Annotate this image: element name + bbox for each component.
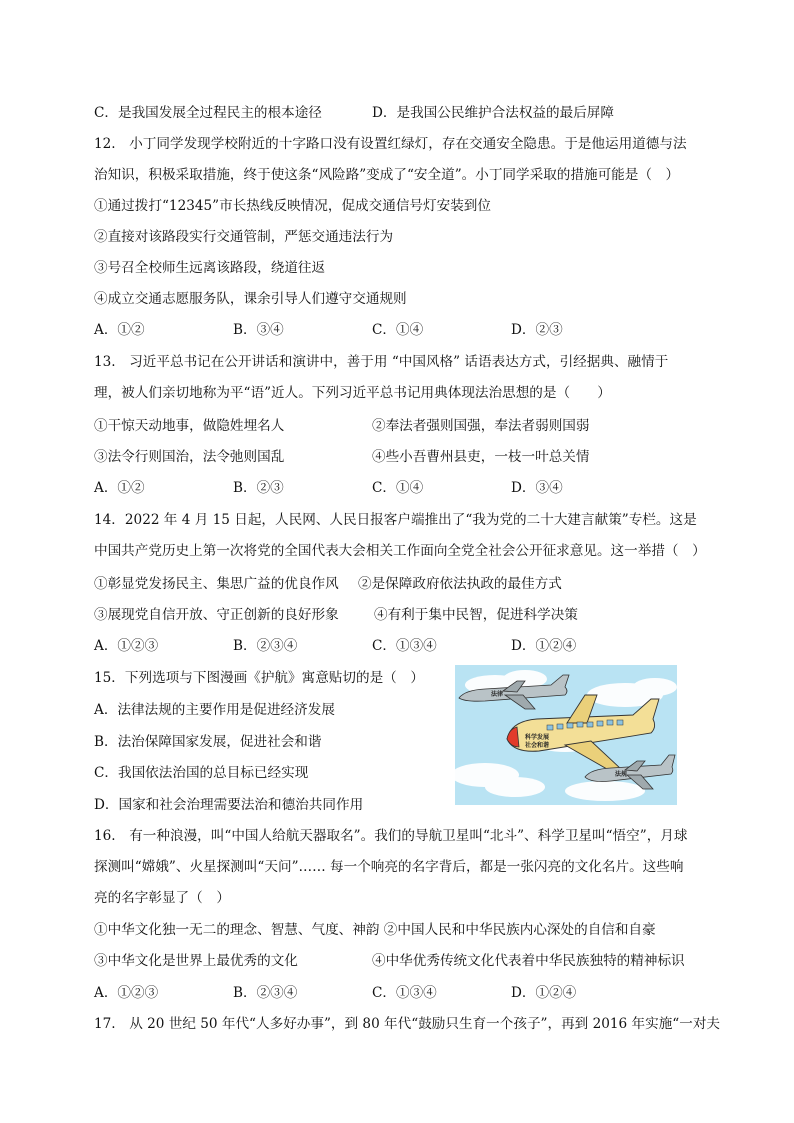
q15-choice-a: A．法律法规的主要作用是促进经济发展	[94, 702, 335, 718]
q13-choice-d: D．③④	[511, 480, 563, 496]
q13-item-3: ③法令行则国治，法令弛则国乱	[94, 449, 285, 465]
q13-items-12	[94, 416, 590, 436]
q14-item-2: ②是保障政府依法执政的最佳方式	[358, 576, 562, 592]
q14-item-3: ③展现党自信开放、守正创新的良好形象	[94, 607, 339, 623]
q14-items-12	[94, 574, 562, 594]
label-scientific-development: 科学发展	[525, 734, 550, 741]
q16-items-12: ①中华文化独一无二的理念、智慧、气度、神韵 ②中国人民和中华民族内心深处的自信和自豪	[94, 922, 656, 938]
q12-choice-a: A．①②	[94, 322, 145, 338]
option-c: C．是我国发展全过程民主的根本途径	[94, 105, 322, 121]
q15-stem: 15．下列选项与下图漫画《护航》寓意贴切的是（ ）	[94, 670, 424, 686]
option-d: D．是我国公民维护合法权益的最后屏障	[372, 105, 614, 121]
q16-stem-1: 16. 有一种浪漫，叫“中国人给航天器取名”。我们的导航卫星叫“北斗”、科学卫星叫“悟空”，月球	[94, 828, 688, 844]
q16-item-4: ④中华优秀传统文化代表着中华民族独特的精神标识	[372, 953, 685, 969]
q13-choice-c: C．①④	[372, 480, 424, 496]
q16-choice-a: A．①②③	[94, 985, 159, 1001]
q13-items-34	[94, 447, 590, 467]
q13-item-2: ②奉法者强则国强，奉法者弱则国弱	[372, 418, 590, 434]
q13-stem-2: 理，被人们亲切地称为平“语”近人。下列习近平总书记用典体现法治思想的是（ ）	[94, 385, 611, 401]
label-regulations: 法规	[615, 771, 628, 778]
cartoon-escort-figure	[455, 665, 677, 805]
q12-item-1: ①通过拨打“12345”市长热线反映情况，促成交通信号灯安装到位	[94, 198, 491, 214]
q14-choices	[94, 636, 576, 656]
q16-stem-2: 探测叫“嫦娥”、火星探测叫“天问”…… 每一个响亮的名字背后，都是一张闪亮的文化名片。这些响	[94, 859, 684, 875]
q16-choice-c: C．①③④	[372, 985, 437, 1001]
q13-choices	[94, 478, 563, 498]
q14-item-1: ①彰显党发扬民主、集思广益的优良作风	[94, 576, 339, 592]
q12-item-4: ④成立交通志愿服务队，课余引导人们遵守交通规则	[94, 291, 407, 307]
label-law: 法律	[491, 691, 504, 698]
q13-item-1: ①干惊天动地事，做隐姓埋名人	[94, 418, 285, 434]
q12-stem-2: 治知识，积极采取措施，终于使这条“风险路”变成了“安全道”。小丁同学采取的措施可能是（ ）	[94, 167, 680, 183]
q16-choice-b: B．②③④	[233, 985, 298, 1001]
q11-options-cd	[94, 103, 614, 123]
q14-choice-c: C．①③④	[372, 638, 437, 654]
q12-choice-b: B．③④	[233, 322, 284, 338]
q14-choice-a: A．①②③	[94, 638, 159, 654]
cartoon-illustration	[455, 665, 677, 805]
q12-choices	[94, 320, 563, 340]
q13-item-4: ④些小吾曹州县吏，一枝一叶总关情	[372, 449, 590, 465]
q15-choice-b: B．法治保障国家发展，促进社会和谐	[94, 734, 322, 750]
q13-choice-a: A．①②	[94, 480, 145, 496]
q14-choice-d: D．①②④	[511, 638, 577, 654]
q16-items-34	[94, 951, 685, 971]
q16-item-3: ③中华文化是世界上最优秀的文化	[94, 953, 298, 969]
q12-choice-d: D．②③	[511, 322, 563, 338]
q14-choice-b: B．②③④	[233, 638, 298, 654]
q16-stem-3: 亮的名字彰显了（ ）	[94, 890, 230, 906]
q16-choice-d: D．①②④	[511, 985, 577, 1001]
q15-choice-c: C．我国依法治国的总目标已经实现	[94, 765, 309, 781]
q12-choice-c: C．①④	[372, 322, 424, 338]
q13-choice-b: B．②③	[233, 480, 284, 496]
q15-choice-d: D．国家和社会治理需要法治和德治共同作用	[94, 797, 364, 813]
q17-stem-1: 17. 从 20 世纪 50 年代“人多好办事”，到 80 年代“鼓励只生育一个孩子”，再到 2016 年实施“一对夫	[94, 1016, 721, 1032]
q14-stem-1: 14．2022 年 4 月 15 日起，人民网、人民日报客户端推出了“我为党的二十大建言献策”专栏。这是	[94, 512, 697, 528]
q14-stem-2: 中国共产党历史上第一次将党的全国代表大会相关工作面向全党全社会公开征求意见。这一举措（ ）	[94, 543, 706, 559]
q12-item-2: ②直接对该路段实行交通管制，严惩交通违法行为	[94, 229, 394, 245]
q14-items-34	[94, 605, 578, 625]
q13-stem-1: 13. 习近平总书记在公开讲话和演讲中，善于用 “中国风格” 话语表达方式，引经据典、融情于	[94, 354, 669, 370]
label-social-harmony: 社会和谐	[525, 742, 550, 749]
q16-choices	[94, 983, 576, 1003]
q12-stem-1: 12. 小丁同学发现学校附近的十字路口没有设置红绿灯，存在交通安全隐患。于是他运用道德与法	[94, 136, 687, 152]
q12-item-3: ③号召全校师生远离该路段，绕道往返	[94, 260, 326, 276]
q14-item-4: ④有利于集中民智，促进科学决策	[374, 607, 578, 623]
